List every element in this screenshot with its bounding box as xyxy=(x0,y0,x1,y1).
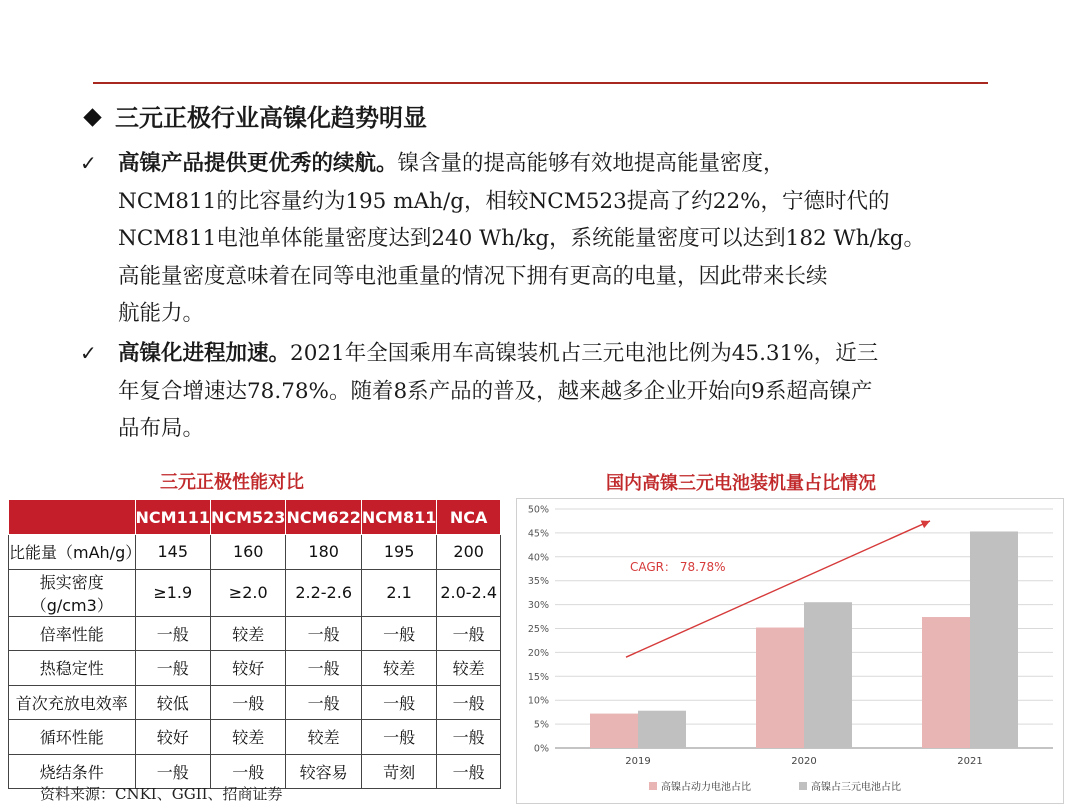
table-cell: 热稳定性 xyxy=(9,651,136,686)
table-cell: 一般 xyxy=(437,685,501,720)
bar-chart-frame xyxy=(516,498,1064,804)
table-row xyxy=(9,569,501,616)
table-header-row xyxy=(9,500,501,535)
y-tick-label: 25% xyxy=(527,624,549,635)
table-cell: 一般 xyxy=(135,616,210,651)
table-cell: 一般 xyxy=(361,685,436,720)
para2-bold: 高镍化进程加速。 xyxy=(118,341,291,366)
comparison-table xyxy=(8,499,501,789)
legend-label: 高镍占三元电池占比 xyxy=(811,782,901,793)
legend-label: 高镍占动力电池占比 xyxy=(661,782,751,793)
table-cell: 一般 xyxy=(135,651,210,686)
x-tick-label: 2021 xyxy=(957,756,983,767)
y-tick-label: 10% xyxy=(527,695,549,707)
table-header-cell: NCM811 xyxy=(361,500,436,535)
legend-swatch xyxy=(649,782,657,790)
bar xyxy=(804,602,852,748)
x-tick-label: 2020 xyxy=(791,756,817,767)
bar xyxy=(756,628,804,748)
table-cell: 苛刻 xyxy=(361,754,436,789)
table-cell: 较差 xyxy=(210,616,285,651)
table-cell: 首次充放电效率 xyxy=(9,685,136,720)
para1-line: 镍含量的提高能够有效地提高能量密度， xyxy=(397,151,785,176)
bar xyxy=(590,714,638,748)
para1-line: 高能量密度意味着在同等电池重量的情况下拥有更高的电量，因此带来长续 xyxy=(118,263,828,289)
table-cell: 较容易 xyxy=(286,754,361,789)
y-tick-label: 45% xyxy=(527,528,549,540)
cagr-annotation: CAGR： 78.78% xyxy=(630,560,726,575)
y-tick-label: 20% xyxy=(527,647,549,659)
table-cell: ≥2.0 xyxy=(210,569,285,616)
table-cell: 195 xyxy=(361,535,436,570)
paragraph-1 xyxy=(118,145,1068,333)
diamond-bullet-icon xyxy=(83,108,101,126)
table-cell: 较差 xyxy=(437,651,501,686)
table-cell: 比能量（mAh/g） xyxy=(9,535,136,570)
para2-line: 品布局。 xyxy=(118,416,205,441)
legend-swatch xyxy=(799,782,807,790)
table-header-cell: NCM111 xyxy=(135,500,210,535)
table-header-cell xyxy=(9,500,136,535)
table-cell: 一般 xyxy=(361,720,436,755)
y-tick-label: 5% xyxy=(533,719,549,731)
section-heading xyxy=(80,99,427,136)
table-cell: 较差 xyxy=(286,720,361,755)
table-cell: 一般 xyxy=(437,720,501,755)
table-cell: ≥1.9 xyxy=(135,569,210,616)
y-tick-label: 15% xyxy=(527,671,549,683)
bar xyxy=(970,531,1018,748)
table-cell: 200 xyxy=(437,535,501,570)
table-cell: 160 xyxy=(210,535,285,570)
table-header-cell: NCM523 xyxy=(210,500,285,535)
table-title: 三元正极性能对比 xyxy=(160,472,304,493)
para2-line: 2021年全国乘用车高镍装机占三元电池比例为45.31%，近三 xyxy=(290,341,879,366)
bar xyxy=(922,617,970,748)
para1-line: 航能力。 xyxy=(118,301,205,326)
table-cell: 烧结条件 xyxy=(9,754,136,789)
table-cell: 一般 xyxy=(286,651,361,686)
y-tick-label: 50% xyxy=(527,504,549,516)
bar-chart xyxy=(517,499,1063,803)
table-cell: 循环性能 xyxy=(9,720,136,755)
table-cell: 倍率性能 xyxy=(9,616,136,651)
check-icon: ✓ xyxy=(80,341,97,365)
table-row xyxy=(9,651,501,686)
table-cell: 一般 xyxy=(286,616,361,651)
top-divider xyxy=(93,82,988,84)
heading-text: 三元正极行业高镍化趋势明显 xyxy=(115,103,427,132)
table-cell: 2.2-2.6 xyxy=(286,569,361,616)
para1-line: NCM811的比容量约为195 mAh/g，相较NCM523提高了约22%，宁德时代的 xyxy=(118,188,890,214)
paragraph-2 xyxy=(118,335,1068,448)
table-cell: 180 xyxy=(286,535,361,570)
y-tick-label: 0% xyxy=(533,743,549,755)
table-row xyxy=(9,685,501,720)
y-tick-label: 40% xyxy=(527,552,549,564)
table-row xyxy=(9,720,501,755)
table-cell: 一般 xyxy=(286,685,361,720)
table-cell: 一般 xyxy=(437,616,501,651)
table-cell: 较差 xyxy=(210,720,285,755)
table-cell: 一般 xyxy=(210,754,285,789)
para1-bold: 高镍产品提供更优秀的续航。 xyxy=(118,151,398,176)
source-note: 资料来源：CNKI、GGII、招商证券 xyxy=(40,785,283,803)
table-cell: 较好 xyxy=(210,651,285,686)
y-tick-label: 35% xyxy=(527,576,549,588)
table-cell: 较好 xyxy=(135,720,210,755)
x-tick-label: 2019 xyxy=(625,756,651,767)
table-cell: 145 xyxy=(135,535,210,570)
chart-title: 国内高镍三元电池装机量占比情况 xyxy=(606,473,876,494)
para1-line: NCM811电池单体能量密度达到240 Wh/kg，系统能量密度可以达到182 Wh/kg。 xyxy=(118,226,926,251)
table-cell: 较低 xyxy=(135,685,210,720)
bar xyxy=(638,711,686,748)
table-cell: 一般 xyxy=(210,685,285,720)
y-tick-label: 30% xyxy=(527,600,549,612)
table-cell: 一般 xyxy=(361,616,436,651)
table-row xyxy=(9,535,501,570)
table-cell: 振实密度（g/cm3） xyxy=(9,569,136,616)
table-cell: 一般 xyxy=(437,754,501,789)
check-icon: ✓ xyxy=(80,151,97,175)
table-header-cell: NCA xyxy=(437,500,501,535)
table-cell: 一般 xyxy=(135,754,210,789)
para2-line: 年复合增速达78.78%。随着8系产品的普及，越来越多企业开始向9系超高镍产 xyxy=(118,378,873,404)
table-header-cell: NCM622 xyxy=(286,500,361,535)
table-cell: 2.0-2.4 xyxy=(437,569,501,616)
table-row xyxy=(9,616,501,651)
table-cell: 2.1 xyxy=(361,569,436,616)
table-cell: 较差 xyxy=(361,651,436,686)
